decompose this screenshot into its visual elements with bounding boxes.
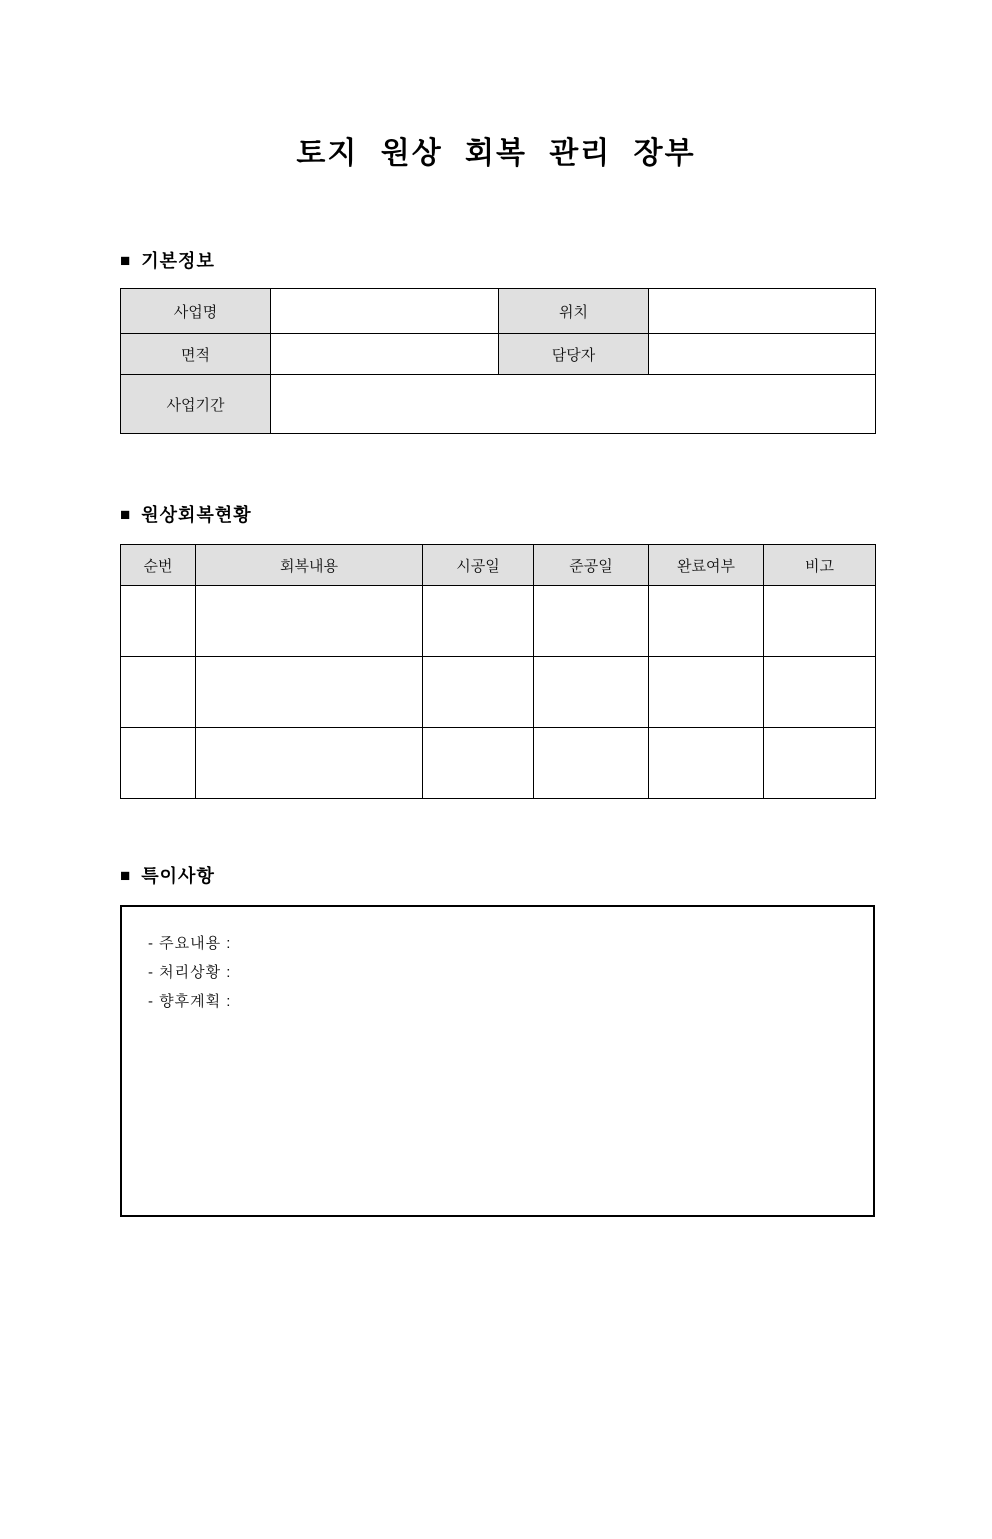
empty-cell[interactable] <box>423 586 534 657</box>
document-content <box>120 250 875 1217</box>
label-cell-location: 위치 <box>499 289 649 334</box>
table-row <box>121 657 876 728</box>
empty-cell[interactable] <box>534 586 649 657</box>
section-heading-basic-info-label: 기본정보 <box>141 251 215 271</box>
black-square-bullet-icon: ■ <box>120 251 132 270</box>
section-heading-basic-info <box>120 250 875 272</box>
input-cell-manager[interactable] <box>649 334 876 375</box>
table-row <box>121 586 876 657</box>
label-cell-area: 면적 <box>121 334 271 375</box>
empty-cell[interactable] <box>764 728 876 799</box>
column-header-completion-status: 완료여부 <box>649 545 764 586</box>
table-row <box>121 728 876 799</box>
table-row <box>121 375 876 434</box>
empty-cell[interactable] <box>121 657 196 728</box>
empty-cell[interactable] <box>196 728 423 799</box>
empty-cell[interactable] <box>764 657 876 728</box>
table-row <box>121 289 876 334</box>
empty-cell[interactable] <box>534 728 649 799</box>
section-heading-restoration-status-label: 원상회복현황 <box>141 505 252 525</box>
column-header-number: 순번 <box>121 545 196 586</box>
table-row <box>121 334 876 375</box>
label-cell-project-name: 사업명 <box>121 289 271 334</box>
special-notes-box[interactable] <box>120 905 875 1217</box>
empty-cell[interactable] <box>534 657 649 728</box>
input-cell-project-name[interactable] <box>271 289 499 334</box>
empty-cell[interactable] <box>121 728 196 799</box>
section-heading-restoration-status <box>120 504 875 526</box>
column-header-construction-date: 시공일 <box>423 545 534 586</box>
note-line-main-content: - 주요내용 : <box>148 935 232 952</box>
column-header-restoration-content: 회복내용 <box>196 545 423 586</box>
black-square-bullet-icon: ■ <box>120 505 132 524</box>
label-cell-project-period: 사업기간 <box>121 375 271 434</box>
column-header-remarks: 비고 <box>764 545 876 586</box>
note-line-processing-status: - 처리상황 : <box>148 964 232 981</box>
input-cell-project-period[interactable] <box>271 375 876 434</box>
basic-info-table <box>120 288 876 434</box>
document-title: 토지 원상 회복 관리 장부 <box>296 137 696 170</box>
empty-cell[interactable] <box>196 657 423 728</box>
document-page <box>0 136 992 1539</box>
empty-cell[interactable] <box>121 586 196 657</box>
empty-cell[interactable] <box>649 657 764 728</box>
empty-cell[interactable] <box>423 657 534 728</box>
input-cell-area[interactable] <box>271 334 499 375</box>
note-line-future-plan: - 향후계획 : <box>148 993 232 1010</box>
column-header-completion-date: 준공일 <box>534 545 649 586</box>
black-square-bullet-icon: ■ <box>120 866 132 885</box>
table-header-row <box>121 545 876 586</box>
empty-cell[interactable] <box>649 586 764 657</box>
empty-cell[interactable] <box>649 728 764 799</box>
empty-cell[interactable] <box>196 586 423 657</box>
section-heading-special-notes-label: 특이사항 <box>141 866 215 886</box>
empty-cell[interactable] <box>764 586 876 657</box>
restoration-status-table <box>120 544 876 799</box>
label-cell-manager: 담당자 <box>499 334 649 375</box>
empty-cell[interactable] <box>423 728 534 799</box>
input-cell-location[interactable] <box>649 289 876 334</box>
section-heading-special-notes <box>120 865 875 887</box>
